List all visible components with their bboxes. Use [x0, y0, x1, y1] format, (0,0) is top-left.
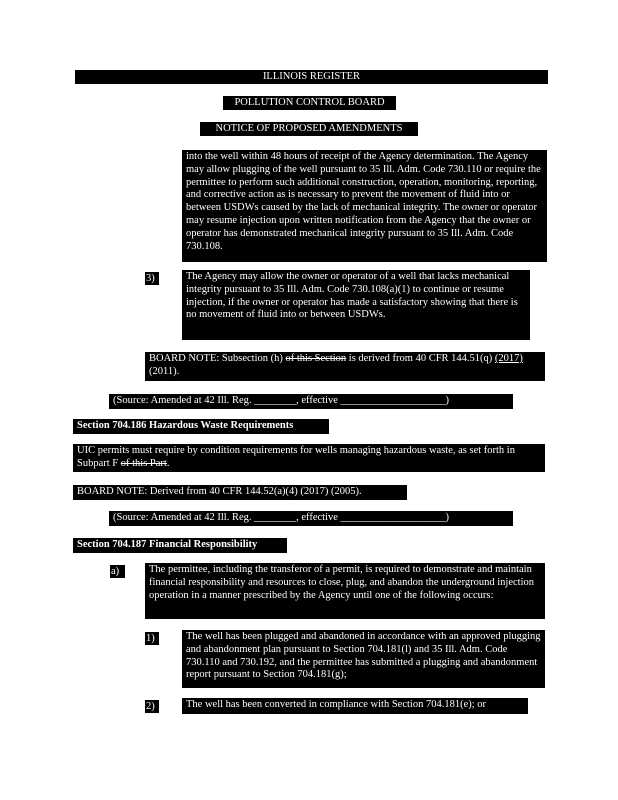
item-1-number: 1)	[145, 632, 159, 645]
board-note-1-inserted: (2017)	[494, 353, 523, 364]
board-note-1-prefix: BOARD NOTE: Subsection (h)	[149, 353, 283, 364]
item-2-number: 2)	[145, 700, 159, 713]
item-2-text: The well has been converted in compliance with Section 704.181(e); or	[182, 698, 528, 714]
section-186-struck: of this Part	[120, 457, 167, 469]
continued-paragraph: into the well within 48 hours of receipt of the Agency determination. The Agency may allow plugging of the well pursuant to 35 Ill. Adm. Code 730.110 or require the permittee to perform such additional construction, operation, monitoring, reporting, and corrective action as is necessary to prevent the movement of fluid into or between USDWs caused by the lack of mechanical integrity. The owner or operator may resume injection upon written notification from the Agency that the owner or operator has demonstrated mechanical integrity pursuant to 35 Ill. Adm. Code 730.108.	[182, 150, 547, 262]
item-a-text: The permittee, including the transferor of a permit, is required to demonstrate and maintain financial responsibility and resources to close, plug, and abandon the underground injection operation in a manner prescribed by the Agency until one of the following occurs:	[145, 563, 545, 619]
section-186-text-b: .	[166, 457, 170, 469]
board-note-2: BOARD NOTE: Derived from 40 CFR 144.52(a)(4) (2017) (2005).	[73, 485, 407, 500]
section-186-heading: Section 704.186 Hazardous Waste Requirements	[73, 419, 329, 434]
item-3-text: The Agency may allow the owner or operator of a well that lacks mechanical integrity pursuant to 35 Ill. Adm. Code 730.108(a)(1) to continue or resume injection, if the owner or operator has made a satisfactory showing that there is no movement of fluid into or between USDWs.	[182, 270, 530, 340]
item-a-number: a)	[110, 565, 125, 578]
section-187-heading: Section 704.187 Financial Responsibility	[73, 538, 287, 553]
source-line-1: (Source: Amended at 42 Ill. Reg. ________, effective ____________________)	[109, 394, 513, 409]
source-line-2: (Source: Amended at 42 Ill. Reg. ________, effective ____________________)	[109, 511, 513, 526]
board-note-1-mid: is derived from 40 CFR 144.51(q)	[348, 353, 493, 364]
section-186-text-a: UIC permits must require by condition requirements for wells managing hazardous waste, as set forth in Subpart F	[77, 445, 515, 469]
notice-title: NOTICE OF PROPOSED AMENDMENTS	[200, 122, 418, 136]
section-186-text	[73, 444, 545, 472]
board-note-1-suffix: (2011).	[149, 365, 180, 377]
item-3-number: 3)	[145, 272, 159, 285]
item-1-text: The well has been plugged and abandoned in accordance with an approved plugging and abandonment plan pursuant to Section 704.181(l) and 35 Ill. Adm. Code 730.110 and 730.192, and the permittee has submitted a plugging and abandonment report pursuant to Section 704.181(g);	[182, 630, 545, 688]
board-note-1	[145, 352, 545, 381]
board-note-1-struck: of this Section	[285, 353, 347, 364]
board-title: POLLUTION CONTROL BOARD	[223, 96, 396, 110]
register-title: ILLINOIS REGISTER	[75, 70, 548, 84]
